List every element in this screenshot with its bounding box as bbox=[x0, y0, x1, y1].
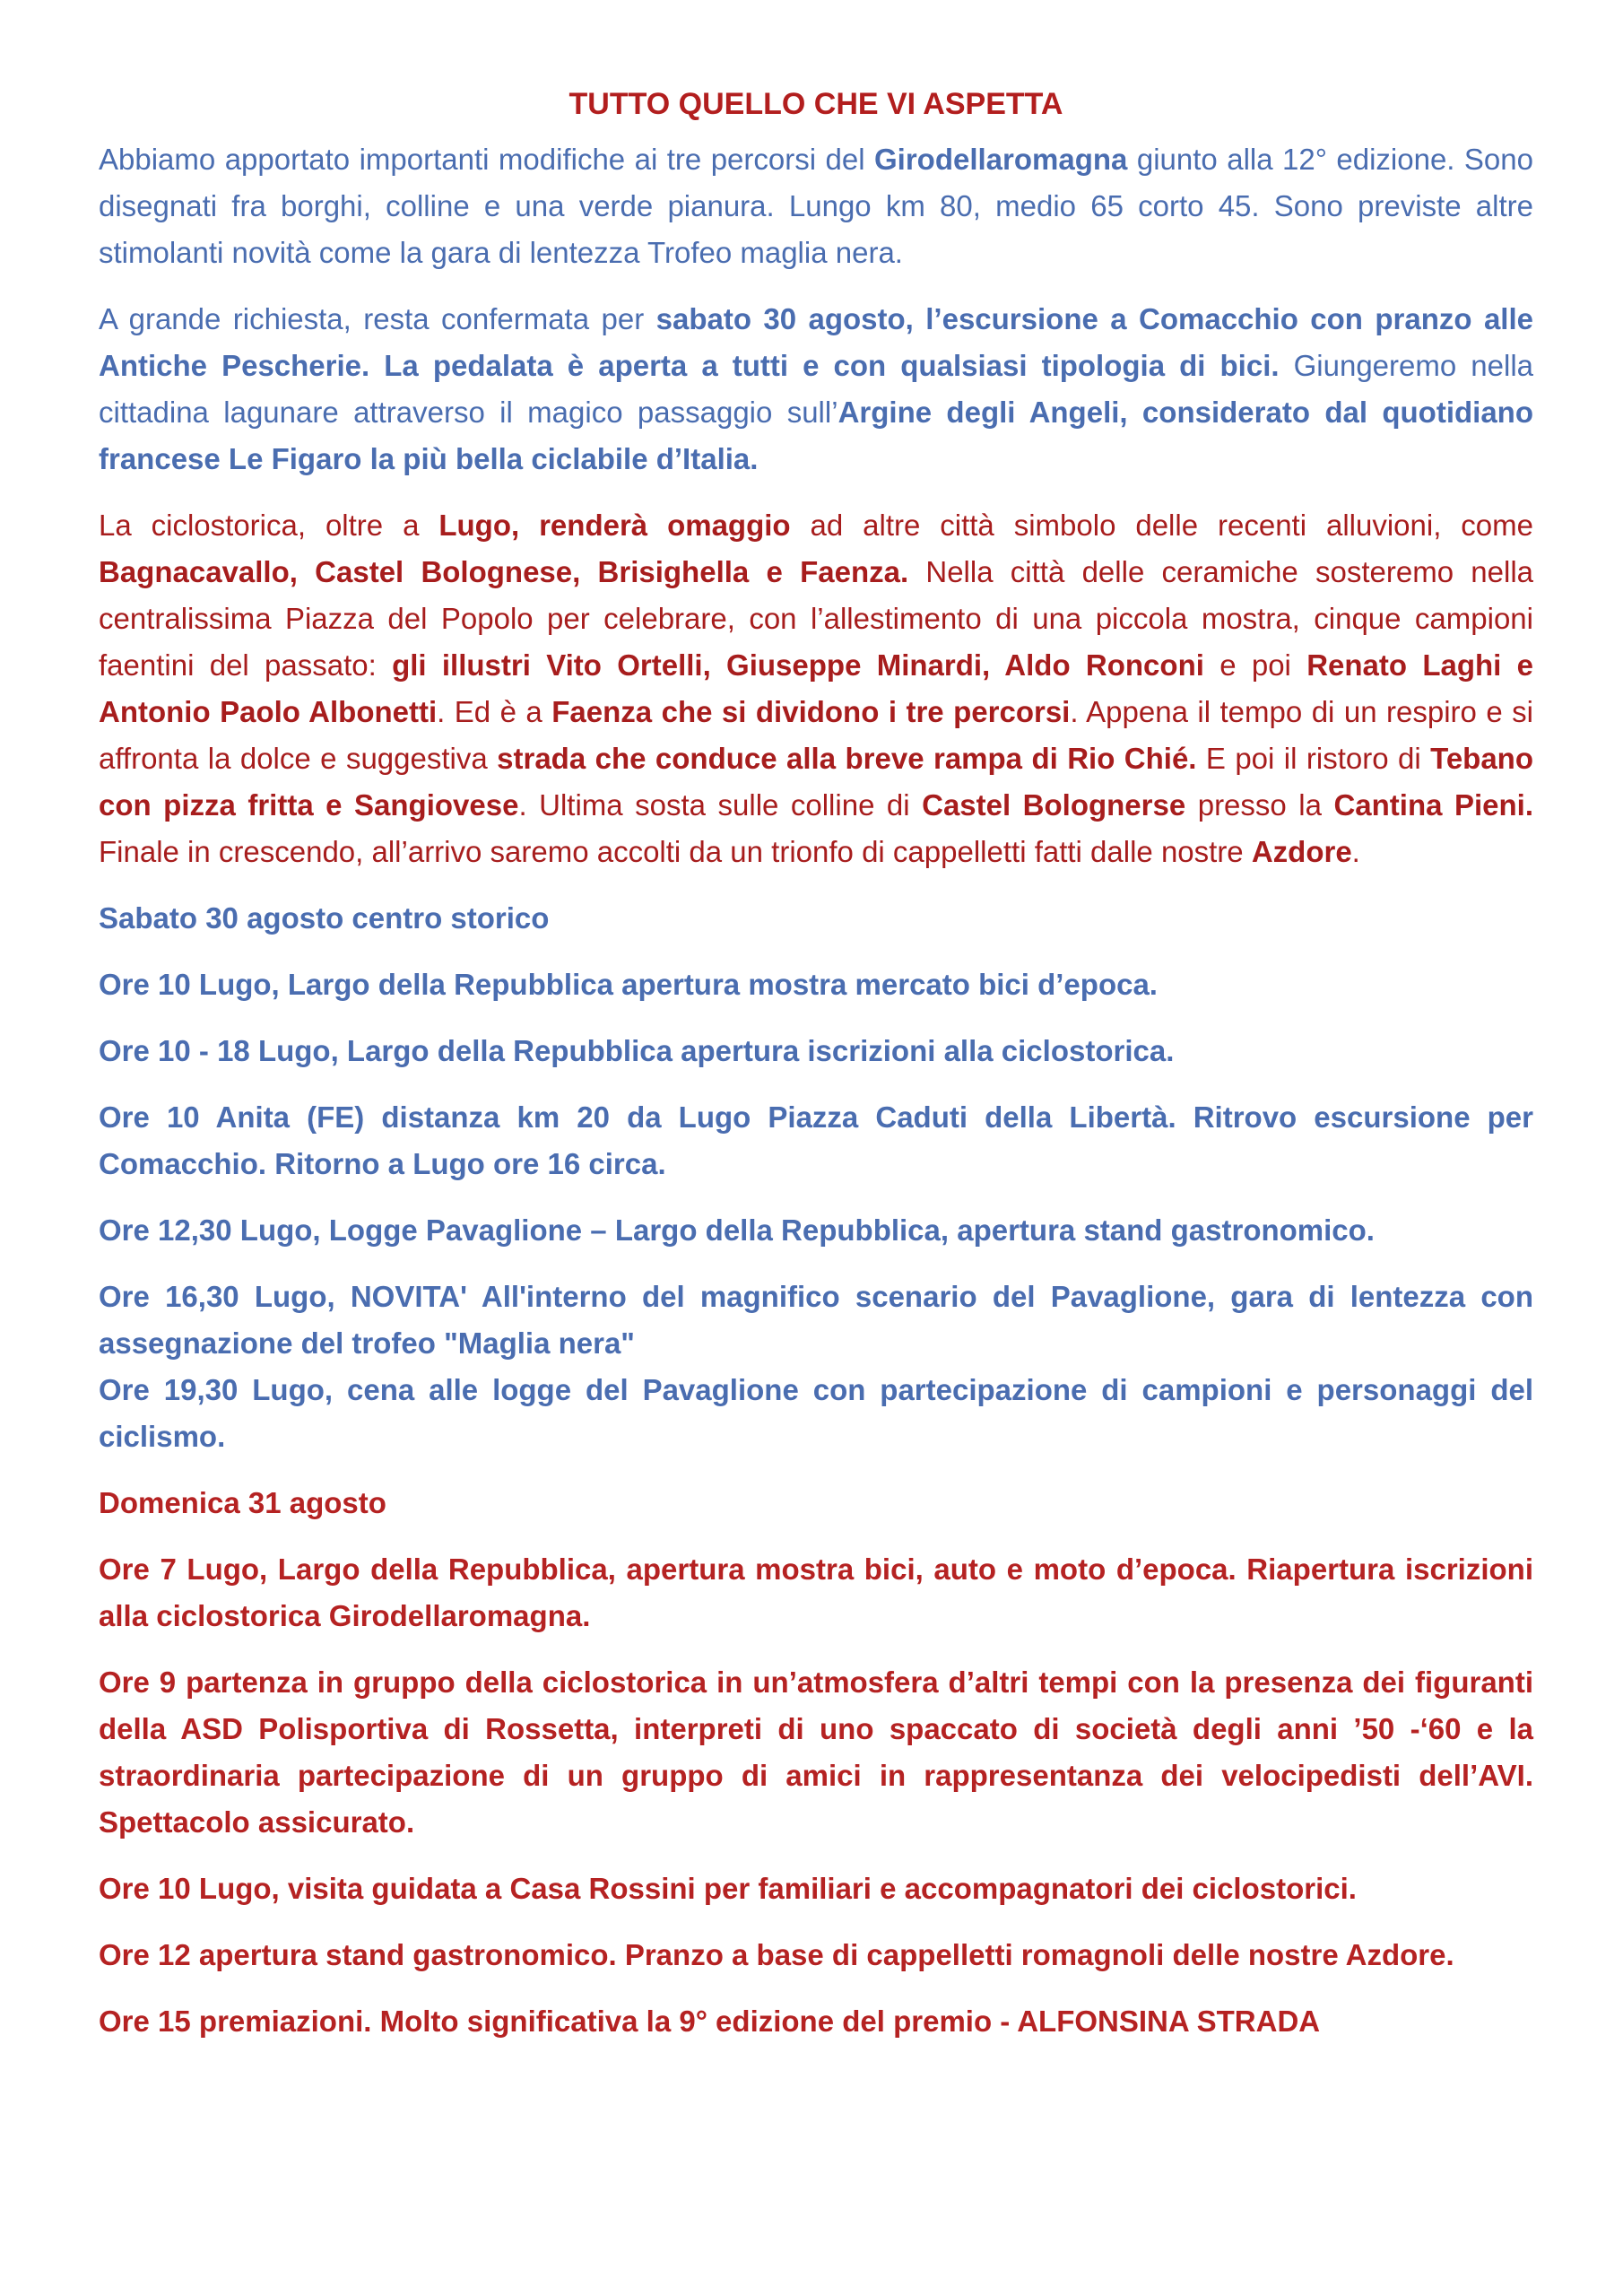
route-s19: Finale in crescendo, all’arrivo saremo accolti da un trionfo di cappelletti fatti dalle nostre bbox=[99, 835, 1252, 868]
page-title: TUTTO QUELLO CHE VI ASPETTA bbox=[568, 87, 1063, 121]
saturday-item: Ore 12,30 Lugo, Logge Pavaglione – Largo della Repubblica, apertura stand gastronomico. bbox=[99, 1213, 1375, 1247]
saturday-item: Ore 19,30 Lugo, cena alle logge del Pavaglione con partecipazione di campioni e personaggi del ciclismo. bbox=[99, 1373, 1533, 1453]
saturday-heading: Sabato 30 agosto centro storico bbox=[99, 901, 550, 935]
sunday-item: Ore 15 premiazioni. Molto significativa la 9° edizione del premio - ALFONSINA STRADA bbox=[99, 2005, 1321, 2038]
route-s10: Faenza che si dividono i tre percorsi bbox=[551, 695, 1071, 728]
intro-text-a: Abbiamo apportato importanti modifiche ai tre percorsi del bbox=[99, 143, 874, 176]
route-s2: Lugo, renderà omaggio bbox=[438, 509, 791, 542]
route-s4: Bagnacavallo, Castel Bolognese, Brisighella e Faenza. bbox=[99, 555, 909, 588]
route-paragraph bbox=[99, 502, 1533, 875]
excursion-highlight: sabato 30 agosto, l’escursione a Comacchio con pranzo alle Antiche Pescherie. La pedalata è aperta a tutti e con qualsiasi tipologia di bici. bbox=[99, 302, 1533, 382]
sunday-heading: Domenica 31 agosto bbox=[99, 1486, 386, 1519]
excursion-paragraph bbox=[99, 296, 1533, 483]
route-s21: . bbox=[1351, 835, 1360, 868]
route-s8: Renato Laghi e Antonio Paolo Albonetti bbox=[99, 648, 1533, 728]
saturday-item: Ore 10 Anita (FE) distanza km 20 da Lugo Piazza Caduti della Libertà. Ritrovo escursione per Comacchio. Ritorno a Lugo ore 16 circa. bbox=[99, 1100, 1533, 1180]
sunday-item: Ore 10 Lugo, visita guidata a Casa Rossini per familiari e accompagnatori dei ciclostorici. bbox=[99, 1872, 1357, 1905]
route-s13: E poi il ristoro di bbox=[1196, 742, 1431, 775]
intro-paragraph bbox=[99, 136, 1533, 276]
route-s17: presso la bbox=[1185, 788, 1334, 822]
route-s11: . Appena il tempo di un respiro e si affronta la dolce e suggestiva bbox=[99, 695, 1533, 775]
saturday-item: Ore 16,30 Lugo, NOVITA' All'interno del magnifico scenario del Pavaglione, gara di lentezza con assegnazione del trofeo "Maglia nera" bbox=[99, 1280, 1533, 1360]
sunday-item: Ore 12 apertura stand gastronomico. Pranzo a base di cappelletti romagnoli delle nostre Azdore. bbox=[99, 1938, 1454, 1971]
excursion-text-a: A grande richiesta, resta confermata per bbox=[99, 302, 656, 335]
sunday-item: Ore 9 partenza in gruppo della ciclostorica in un’atmosfera d’altri tempi con la presenza dei figuranti della ASD Polisportiva di Rossetta, interpreti di uno spaccato di società degli anni ’50 -‘60 e la straordinaria partecipazione di un gruppo di amici in rappresentanza dei velocipedisti dell’AVI. Spettacolo assicurato. bbox=[99, 1665, 1533, 1839]
route-s1: La ciclostorica, oltre a bbox=[99, 509, 439, 542]
route-s5: Nella città delle ceramiche sosteremo nella centralissima Piazza del Popolo per celebrare, con l’allestimento di una piccola mostra, cinque campioni faentini del passato: bbox=[99, 555, 1533, 682]
route-s6: gli illustri Vito Ortelli, Giuseppe Minardi, Aldo Ronconi bbox=[392, 648, 1204, 682]
route-s12: strada che conduce alla breve rampa di Rio Chié. bbox=[497, 742, 1197, 775]
excursion-argine: Argine degli Angeli, considerato dal quotidiano francese Le Figaro la più bella ciclabile d’Italia. bbox=[99, 396, 1533, 475]
intro-text-c: giunto alla 12° edizione. Sono disegnati fra borghi, colline e una verde pianura. Lungo km 80, medio 65 corto 45. Sono previste altre stimolanti novità come la gara di lentezza Trofeo maglia nera. bbox=[99, 143, 1533, 269]
route-s16: Castel Bolognerse bbox=[922, 788, 1186, 822]
route-s9: . Ed è a bbox=[437, 695, 552, 728]
route-s3: ad altre città simbolo delle recenti alluvioni, come bbox=[790, 509, 1534, 542]
saturday-item: Ore 10 - 18 Lugo, Largo della Repubblica apertura iscrizioni alla ciclostorica. bbox=[99, 1034, 1175, 1067]
route-s15: . Ultima sosta sulle colline di bbox=[518, 788, 923, 822]
intro-event-name: Girodellaromagna bbox=[874, 143, 1128, 176]
route-s20: Azdore bbox=[1251, 835, 1352, 868]
saturday-item: Ore 10 Lugo, Largo della Repubblica apertura mostra mercato bici d’epoca. bbox=[99, 968, 1158, 1001]
sunday-item: Ore 7 Lugo, Largo della Repubblica, apertura mostra bici, auto e moto d’epoca. Riapertura iscrizioni alla ciclostorica Girodellaromagna. bbox=[99, 1552, 1533, 1632]
excursion-text-c: Giungeremo nella cittadina lagunare attraverso il magico passaggio sull’ bbox=[99, 349, 1534, 429]
route-s7: e poi bbox=[1203, 648, 1307, 682]
route-s14: Tebano con pizza fritta e Sangiovese bbox=[99, 742, 1533, 822]
route-s18: Cantina Pieni. bbox=[1333, 788, 1534, 822]
